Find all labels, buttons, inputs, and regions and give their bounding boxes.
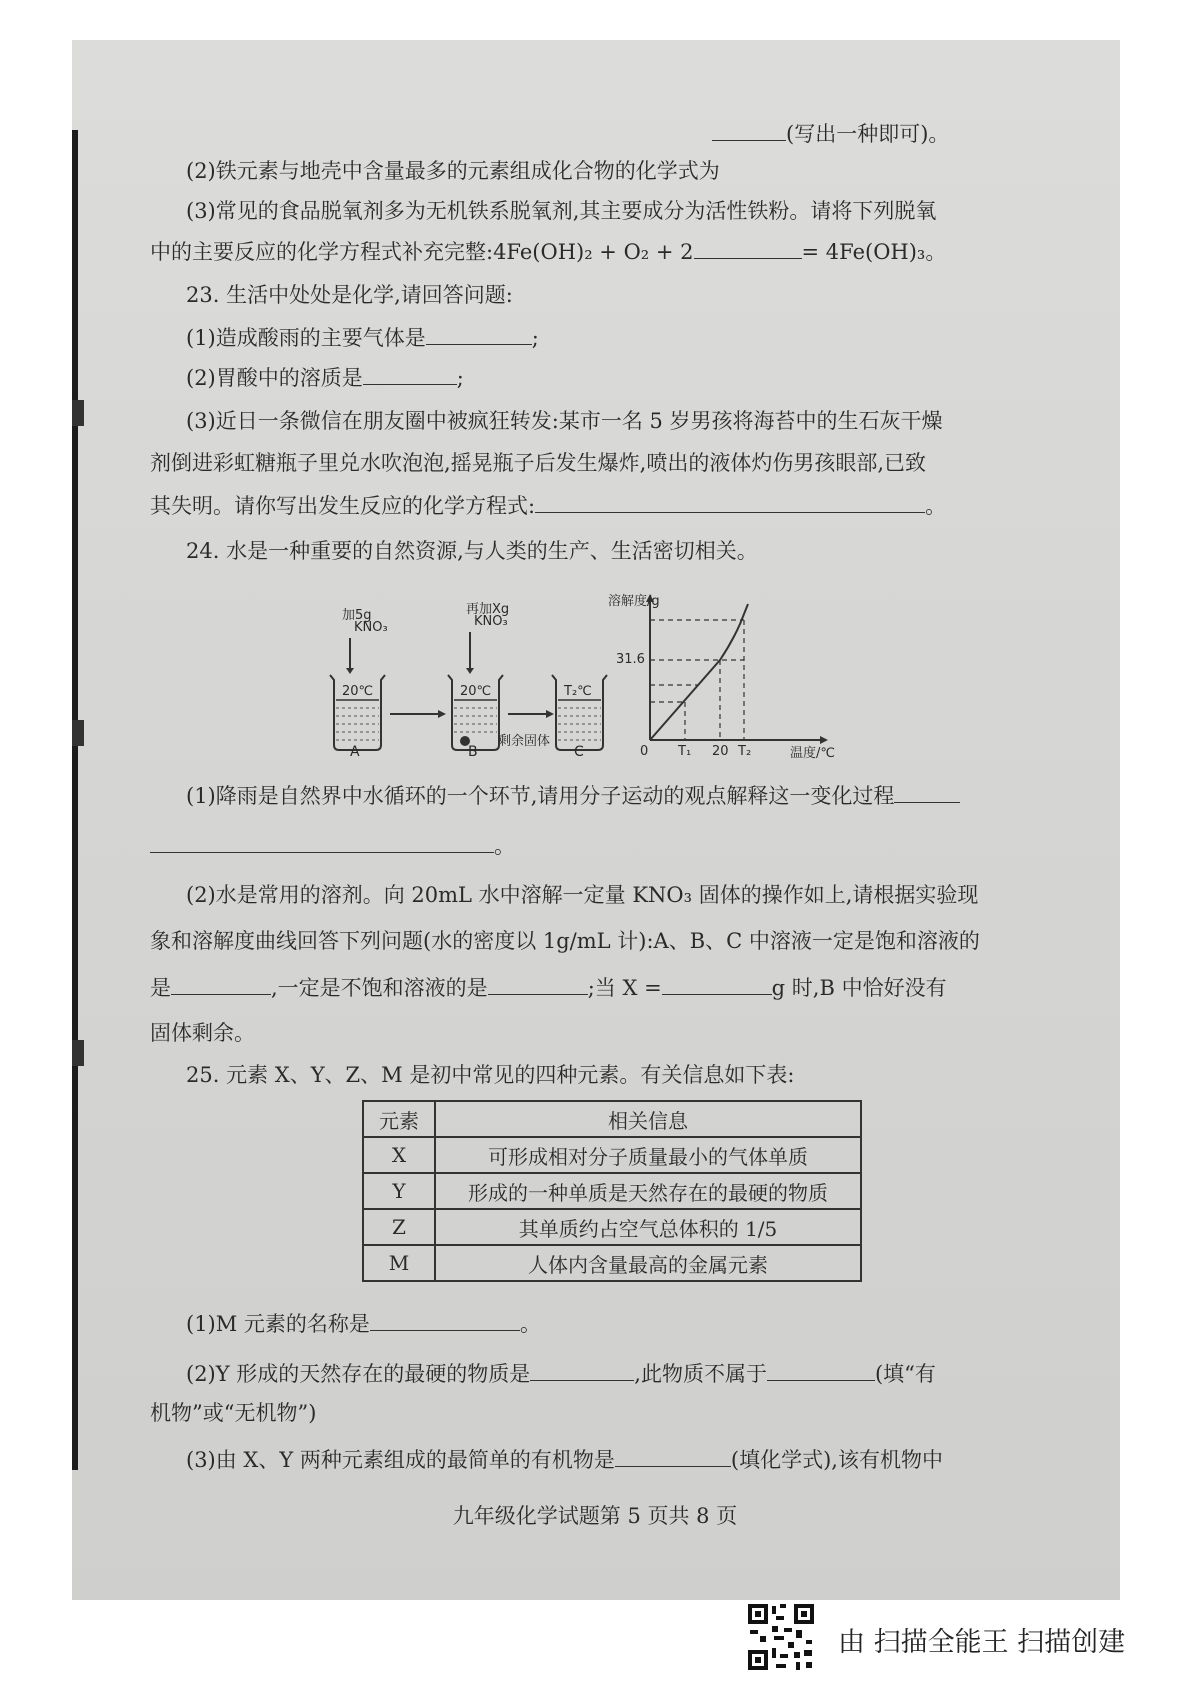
binding-mark [72,1040,84,1066]
q23-part1 [186,322,539,353]
q24-part1-line2 [150,830,515,861]
table-row [363,1173,861,1209]
q22-part3-line2 [150,236,946,267]
beaker-a-label: A [350,744,360,760]
q24-part2-text3d: g 时,B 中恰好没有 [771,976,947,1000]
q23-part2-end: ; [456,366,464,390]
beaker-c-temp: T₂℃ [564,684,592,699]
table-cell: M [363,1245,435,1281]
x-tick-t1: T₁ [678,744,692,759]
answer-blank[interactable] [370,1308,520,1331]
q25-part1 [186,1308,541,1339]
q23-part3-text3: 其失明。请你写出发生反应的化学方程式: [150,494,536,518]
q23-part3-end: 。 [925,494,947,518]
binding-mark [72,720,84,746]
table-cell: Z [363,1209,435,1245]
x-tick-t2: T₂ [738,744,752,759]
q23-title [186,280,513,310]
q24-part2-text4: 固体剩余。 [150,1021,255,1045]
binding-mark [72,400,84,426]
table-cell: X [363,1137,435,1173]
q25-part1-end: 。 [519,1312,541,1336]
table-row [363,1245,861,1281]
table-cell: Y [363,1173,435,1209]
q25-part3 [186,1444,943,1475]
q23-part2-text: (2)胃酸中的溶质是 [186,366,363,390]
q25-part1-text: (1)M 元素的名称是 [186,1312,370,1336]
beaker-c-label: C [574,744,584,760]
q24-part2-text1: (2)水是常用的溶剂。向 20mL 水中溶解一定量 KNO₃ 固体的操作如上,请根据实验现 [186,883,979,907]
answer-blank[interactable] [894,780,960,803]
q22-part2 [186,156,720,186]
kno3-label-2: KNO₃ [474,614,508,629]
table-row [363,1137,861,1173]
table-cell: 其单质约占空气总体积的 1/5 [435,1209,861,1245]
answer-blank[interactable] [426,322,532,345]
add-xg-label: 再加Xg [466,602,510,617]
q22-part3-line1 [186,196,936,226]
add-5g-label: 加5g [342,608,372,623]
q23-part3-line1 [186,406,943,436]
q23-part1-text: (1)造成酸雨的主要气体是 [186,326,426,350]
answer-blank[interactable] [694,236,802,259]
table-cell: 可形成相对分子质量最小的气体单质 [435,1137,861,1173]
answer-blank[interactable] [530,1358,634,1381]
q25-part3-text2: (填化学式),该有机物中 [730,1448,943,1472]
q25-part2-text1: (2)Y 形成的天然存在的最硬的物质是 [186,1362,531,1386]
table-cell: 人体内含量最高的金属元素 [435,1245,861,1281]
table-row [363,1209,861,1245]
q24-part2-text2: 象和溶解度曲线回答下列问题(水的密度以 1g/mL 计):A、B、C 中溶液一定是饱和溶液的 [150,929,980,953]
q23-part3-line2 [150,448,926,478]
answer-blank[interactable] [488,972,588,995]
scanner-watermark: 由 扫描全能王 扫描创建 [838,1627,1126,1658]
q24-part1-text: (1)降雨是自然界中水循环的一个环节,请用分子运动的观点解释这一变化过程 [186,784,895,808]
q24-title [186,536,758,566]
answer-blank[interactable] [662,972,772,995]
table-header-cell: 元素 [363,1101,435,1137]
answer-blank[interactable] [767,1358,875,1381]
answer-blank[interactable] [363,362,457,385]
q25-part2-text3: (填“有 [874,1362,936,1386]
q25-part2-line2 [150,1398,316,1428]
element-info-table [362,1100,862,1282]
q23-part3-text2: 剂倒进彩虹糖瓶子里兑水吹泡泡,摇晃瓶子后发生爆炸,喷出的液体灼伤男孩眼部,已致 [150,451,927,475]
q23-part2 [186,362,464,393]
answer-blank[interactable] [171,972,271,995]
kno3-label-1: KNO₃ [354,620,388,635]
residue-label: 剩余固体 [498,734,551,749]
answer-blank[interactable] [615,1444,731,1467]
answer-blank[interactable] [535,490,925,513]
q25-part3-text1: (3)由 X、Y 两种元素组成的最简单的有机物是 [186,1448,615,1472]
answer-blank[interactable] [712,118,786,141]
q25-title [186,1060,794,1090]
q24-part2-text3a: 是 [150,976,171,1000]
q25-title-text: 25. 元素 X、Y、Z、M 是初中常见的四种元素。有关信息如下表: [186,1063,795,1087]
q22-hint: (写出一种即可)。 [786,122,950,146]
table-header-cell: 相关信息 [435,1101,861,1137]
diagram-drawing [320,590,880,760]
q25-part2-text2: ,此物质不属于 [634,1362,767,1386]
qr-code-icon [746,1602,816,1672]
experiment-diagram [320,590,880,760]
q22-equation-text: 中的主要反应的化学方程式补充完整:4Fe(OH)₂ + O₂ + 2 [150,240,694,264]
q24-part1-line1 [186,780,960,811]
q25-part2-line1 [186,1358,936,1389]
x-tick-20: 20 [712,744,729,759]
q22-top-line [712,118,949,149]
q23-part3-line3 [150,490,946,521]
q24-title-text: 24. 水是一种重要的自然资源,与人类的生产、生活密切相关。 [186,539,758,563]
q22-equation-end: = 4Fe(OH)₃。 [801,240,947,264]
y-tick-31-6: 31.6 [616,652,645,667]
q22-part3-text: (3)常见的食品脱氧剂多为无机铁系脱氧剂,其主要成分为活性铁粉。请将下列脱氧 [186,199,937,223]
q25-part2-text4: 机物”或“无机物”) [150,1401,317,1425]
q24-part2-text3b: ,一定是不饱和溶液的是 [271,976,488,1000]
answer-blank[interactable] [150,830,494,853]
q24-part2-line4 [150,1018,255,1048]
y-axis-label: 溶解度/g [608,594,660,609]
beaker-a-temp: 20℃ [342,684,374,699]
q23-title-text: 23. 生活中处处是化学,请回答问题: [186,283,513,307]
binding-strip [72,130,78,1470]
solubility-curve [650,604,748,740]
x-tick-0: 0 [640,744,649,759]
q24-part2-text3c: ;当 X = [587,976,662,1000]
page-footer: 九年级化学试题第 5 页共 8 页 [452,1504,738,1528]
table-cell: 形成的一种单质是天然存在的最硬的物质 [435,1173,861,1209]
x-axis-label: 温度/℃ [790,746,835,761]
beaker-b-temp: 20℃ [460,684,492,699]
q24-part1-end: 。 [494,834,515,858]
table-header-row [363,1101,861,1137]
q24-part2-line2 [150,926,980,956]
q23-part3-text1: (3)近日一条微信在朋友圈中被疯狂转发:某市一名 5 岁男孩将海苔中的生石灰干燥 [186,409,943,433]
q24-part2-line1 [186,880,978,910]
q24-part2-line3 [150,972,947,1003]
q23-part1-end: ; [531,326,539,350]
q22-part2-text: (2)铁元素与地壳中含量最多的元素组成化合物的化学式为 [186,159,720,183]
beaker-b-label: B [468,744,478,760]
